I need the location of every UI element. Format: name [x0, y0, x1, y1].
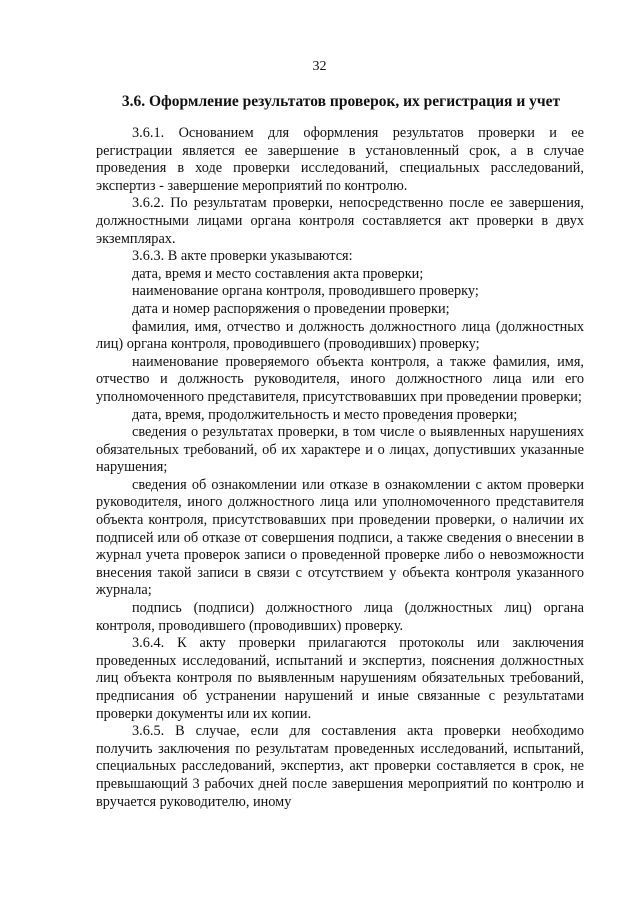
paragraph-3-6-3: 3.6.3. В акте проверки указываются: — [132, 248, 353, 265]
document-body — [96, 125, 584, 811]
paragraph-3-6-4: 3.6.4. К акту проверки прилагаются протоколы или заключения проведенных исследований, испытаний и экспертиз, пояснения должностных лиц объекта контроля по выявленным нарушениям обязательных требований, предписания об устранении нарушений и иные связанные с результатами проверки документы или их копии. — [96, 635, 584, 722]
act-item-inspection-duration: дата, время, продолжительность и место проведения проверки; — [132, 406, 518, 423]
act-item-official-name: фамилия, имя, отчество и должность должностного лица (должностных лиц) органа контроля, проводившего (проводивших) проверку; — [96, 318, 584, 353]
act-item-inspected-object: наименование проверяемого объекта контроля, а также фамилия, имя, отчество и должность руководителя, иного должностного лица или его уполномоченного представителя, присутствовавших при проведении проверки; — [96, 353, 584, 405]
act-item-order-date-number: дата и номер распоряжения о проведении проверки; — [132, 300, 450, 317]
act-item-date-time-place: дата, время и место составления акта проверки; — [132, 265, 424, 282]
act-item-inspection-results: сведения о результатах проверки, в том числе о выявленных нарушениях обязательных требований, об их характере и о лицах, допустивших указанные нарушения; — [96, 424, 584, 476]
act-item-signatures: подпись (подписи) должностного лица (должностных лиц) органа контроля, проводившего (проводивших) проверку. — [96, 600, 584, 634]
act-item-control-body-name: наименование органа контроля, проводившего проверку; — [132, 283, 479, 300]
page-number: 32 — [312, 59, 327, 74]
paragraph-3-6-5: 3.6.5. В случае, если для составления акта проверки необходимо получить заключения по результатам проведенных исследований, испытаний, специальных расследований, экспертиз, акт проверки составляется в срок, не превышающий 3 рабочих дней после завершения мероприятий по контролю и вручается руководителю, иному — [96, 723, 584, 810]
section-title: 3.6. Оформление результатов проверок, их регистрация и учет — [121, 93, 561, 110]
paragraph-3-6-2: 3.6.2. По результатам проверки, непосредственно после ее завершения, должностными лицами органа контроля составляется акт проверки в двух экземплярах. — [96, 195, 584, 247]
act-item-familiarization: сведения об ознакомлении или отказе в ознакомлении с актом проверки руководителя, иного должностного лица или уполномоченного представителя объекта контроля, присутствовавших при проведении проверки, о наличии их подписей или об отказе от совершения подписи, а также сведения о внесении в журнал учета проверок записи о проведенной проверке либо о невозможности внесения такой записи в связи с отсутствием у объекта контроля указанного журнала; — [96, 476, 584, 599]
paragraph-3-6-1: 3.6.1. Основанием для оформления результатов проверки и ее регистрации является ее завершение в установленный срок, а в случае проведения в ходе проверки исследований, специальных расследований, экспертиз - завершение мероприятий по контролю. — [96, 125, 584, 194]
